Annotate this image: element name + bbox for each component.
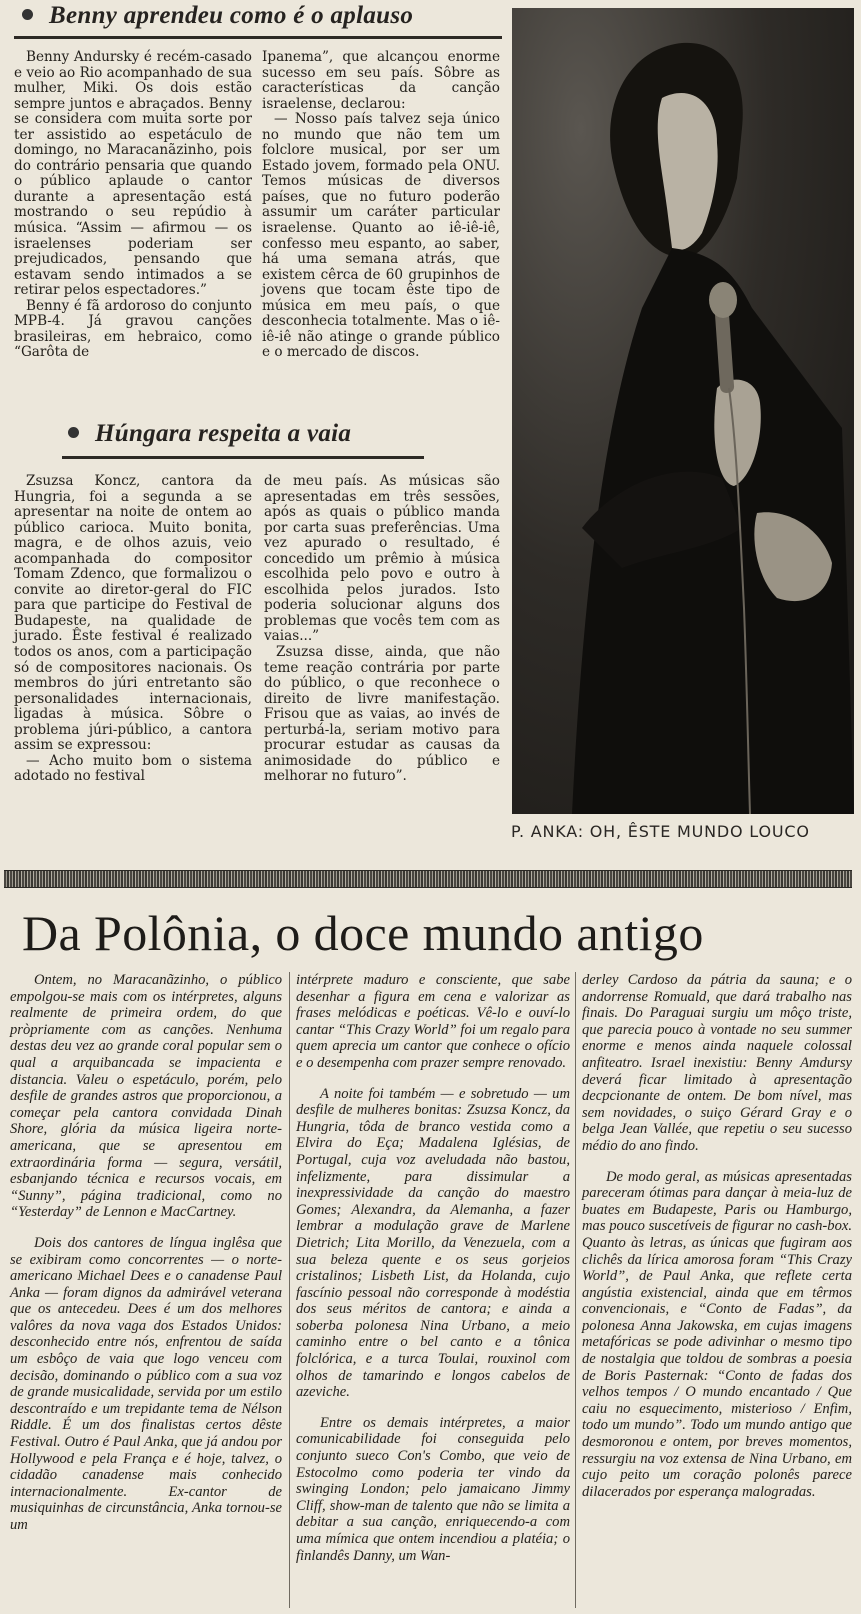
article1-column-2: [262, 50, 500, 361]
paragraph: Benny Andursky é recém-casado e veio ao Rio acompanhado de sua mulher, Miki. Os dois estão sempre juntos e abraçados. Benny se considera com muita sorte por ter assistido ao espetáculo de domingo, no Maracanãzinho, pois do contrário pensaria que quando o público aplaude o cantor durante a apresentação está mostrando o seu repúdio à música. “Assim — afirmou — os israelenses poderiam ser prejudicados, pensando que estavam sendo intimados a se retirar pelos espectadores.”: [14, 49, 252, 299]
paragraph: A noite foi também — e sobretudo — um desfile de mulheres bonitas: Zsuzsa Koncz, da Hungria, tôda de branco vestida como a Elvira do Eça; Madalena Iglésias, de Portugal, cuja voz aveludada não bastou, infelizmente, para dissimular a inexpressividade da canção do maestro Gomes; Alexandra, da Alemanha, a fazer lembrar a modulação grave de Marlene Dietrich; Lita Morillo, da Venezuela, com a sua beleza quente e os seus gorjeios cristalinos; Lisbeth List, da Holanda, cujo fascínio pessoal não corresponde à modéstia dos seus méritos de cantora; e ainda a soberba polonesa Nina Urbano, a meio caminho entre o bel canto e a tônica folclórica, e a turca Toulai, rouxinol com olhos de tamarindo e longos cabelos de azeviche.: [296, 1085, 570, 1401]
headline-hungara: Húngara respeita a vaia: [68, 420, 351, 448]
photo-caption: P. ANKA: OH, ÊSTE MUNDO LOUCO: [511, 822, 810, 841]
headline-rule: [14, 36, 502, 39]
article2-column-2: [264, 474, 500, 785]
article1-column-1: [14, 50, 252, 361]
paragraph: Zsuzsa disse, ainda, que não teme reação contrária por parte do público, o que reconhece o direito de livre manifestação. Frisou que as vaias, ao invés de perturbá-la, seriam motivo para procurar estudar as causas da animosidade do público e melhorar no futuro”.: [264, 644, 500, 785]
headline-rule: [62, 456, 424, 459]
headline-benny: Benny aprendeu como é o aplauso: [22, 2, 413, 30]
paragraph: de meu país. As músicas são apresentadas em três sessões, após as quais o público manda por carta suas preferências. Uma vez apurado o resultado, é concedido um prêmio à música escolhida pelo povo e outro à escolhida pelos jurados. Isto poderia solucionar alguns dos problemas que vocês tem com as vaias...”: [264, 473, 500, 645]
article3-column-2: [296, 972, 570, 1578]
paragraph: Ipanema”, que alcançou enorme sucesso em seu país. Sôbre as características da canção israelense, declarou:: [262, 49, 500, 112]
paragraph: De modo geral, as músicas apresentadas pareceram ótimas para dançar à meia-luz de buates em Budapeste, Paris ou Hamburgo, mas pouco suscetíveis de figurar no cash-box. Quanto às letras, as únicas que fugiram aos clichês da lírica amorosa foram “This Crazy World”, de Paul Anka, que reflete certa angústia existencial, ainda que em têrmos convencionais, e “Conto de Fadas”, da polonesa Anna Jakowska, em cujas imagens metafóricas se pode adivinhar o mesmo tipo de nostalgia que toldou de sombras a poesia de Boris Pasternak: “Conto de fadas dos velhos tempos / O mundo encantado / Que caiu no esquecimento, misterioso / Enfim, todo um mundo”. Todo um mundo antigo que desmoronou e ontem, por breves momentos, ressurgiu na voz extensa de Nina Urbano, em cujo peito um coração polonês parece dilacerados por esperança malogradas.: [582, 1168, 852, 1500]
bullet-icon: [22, 9, 33, 20]
section-divider: [4, 870, 852, 888]
paragraph: Benny é fã ardoroso do conjunto MPB-4. Já gravou canções brasileiras, em hebraico, como “Garôta de: [14, 297, 252, 361]
bullet-icon: [68, 427, 79, 438]
article2-column-1: [14, 474, 252, 785]
paragraph: intérprete maduro e consciente, que sabe desenhar a figura em cena e valorizar as frases melódicas e poéticas. Vê-lo e ouví-lo cantar “This Crazy World” foi um regalo para quem aprecia um cantor que conhece o ofício e o desempenha com prazer sempre renovado.: [296, 972, 570, 1071]
paragraph: Dois dos cantores de língua inglêsa que se exibiram como concorrentes — o norte-americano Michael Dees e o canadense Paul Anka — foram dignos da admirável veterana que os antecedeu. Dees é um dos melhores valôres da nova vaga dos Estados Unidos: desconhecido entre nós, enfrentou de saída um esbôço de vaia que logo venceu com decisão, dominando o público com a sua voz de grande musicalidade, servida por um estilo descontraído e um trepidante tema de Nélson Riddle. É um dos finalistas certos dêste Festival. Outro é Paul Anka, que já andou por Hollywood e pela França e é hoje, talvez, o cidadão canadense mais conhecido internacionalmente. Ex-cantor de musiquinhas de circunstância, Anka tornou-se um: [10, 1234, 282, 1533]
paragraph: Entre os demais intérpretes, a maior comunicabilidade foi conseguida pelo conjunto sueco Con's Combo, que veio de Estocolmo como poderia ter vindo da swinging London; pelo jamaicano Jimmy Cliff, show-man de talento que não se limita a debitar a sua canção, enriquecendo-a com uma mímica que ontem incendiou a platéia; o finlandês Danny, um Wan-: [296, 1414, 570, 1564]
paul-anka-photo: [512, 8, 854, 814]
photo-image: [512, 8, 854, 814]
column-divider: [289, 972, 290, 1608]
paragraph: derley Cardoso da pátria da sauna; e o andorrense Romuald, que dará trabalho nas finais. Do Paraguai surgiu um môço triste, que parecia pouco à vontade no seu summer enorme e menos ainda naquele colossal anfiteatro. Israel inexistiu: Benny Amdursy deverá ficar limitado à apresentação decpcionante de ontem. De bom nível, mas sem novidades, o suiço Gérard Gray e o belga Jean Vallée, que repetiu o seu sucesso médio do ano findo.: [582, 972, 852, 1154]
paragraph: — Nosso país talvez seja único no mundo que não tem um folclore musical, por ser um Estado jovem, formado pela ONU. Temos músicas de diversos países, que no futuro poderão assumir um caráter particular israelense. Quanto ao iê-iê-iê, confesso meu espanto, ao saber, há uma semana atrás, que existem cêrca de 60 grupinhos de jovens que tocam êste tipo de música em meu país, o que desconhecia totalmente. Mas o iê-iê-iê não atinge o grande público e o mercado de discos.: [262, 111, 500, 361]
article3-column-3: [582, 972, 852, 1514]
article3-column-1: [10, 972, 282, 1548]
paragraph: Zsuzsa Koncz, cantora da Hungria, foi a segunda a se apresentar na noite de ontem ao público carioca. Muito bonita, magra, e de olhos azuis, veio acompanhada do compositor Tomam Zdenco, que formalizou o convite ao diretor-geral do FIC para que participe do Festival de Budapeste, na qualidade de jurado. Êste festival é realizado todos os anos, com a participação só de compositores nacionais. Os membros do júri entretanto são personalidades internacionais, ligadas à música. Sôbre o problema júri-público, a cantora assim se expressou:: [14, 473, 252, 754]
paragraph: — Acho muito bom o sistema adotado no festival: [14, 752, 252, 785]
headline-polonia: Da Polônia, o doce mundo antigo: [22, 905, 704, 961]
paragraph: Ontem, no Maracanãzinho, o público empolgou-se mais com os intérpretes, alguns realmente de primeira ordem, do que pròpriamente com as canções. Nenhuma destas deu vez ao grande coral popular sem o qual a arquibancada se impacienta e distancia. Valeu o espetáculo, porém, pelo desfile de grandes astros que proporcionou, a começar pela cantora convidada Dinah Shore, glória da música ligeira norte-americana, que se apresentou em extraordinária forma — segura, versátil, esbanjando técnica e recursos vocais, em “Sunny”, página tradicional, como no “Yesterday” de Lennon e MacCartney.: [10, 972, 282, 1221]
column-divider: [575, 972, 576, 1608]
